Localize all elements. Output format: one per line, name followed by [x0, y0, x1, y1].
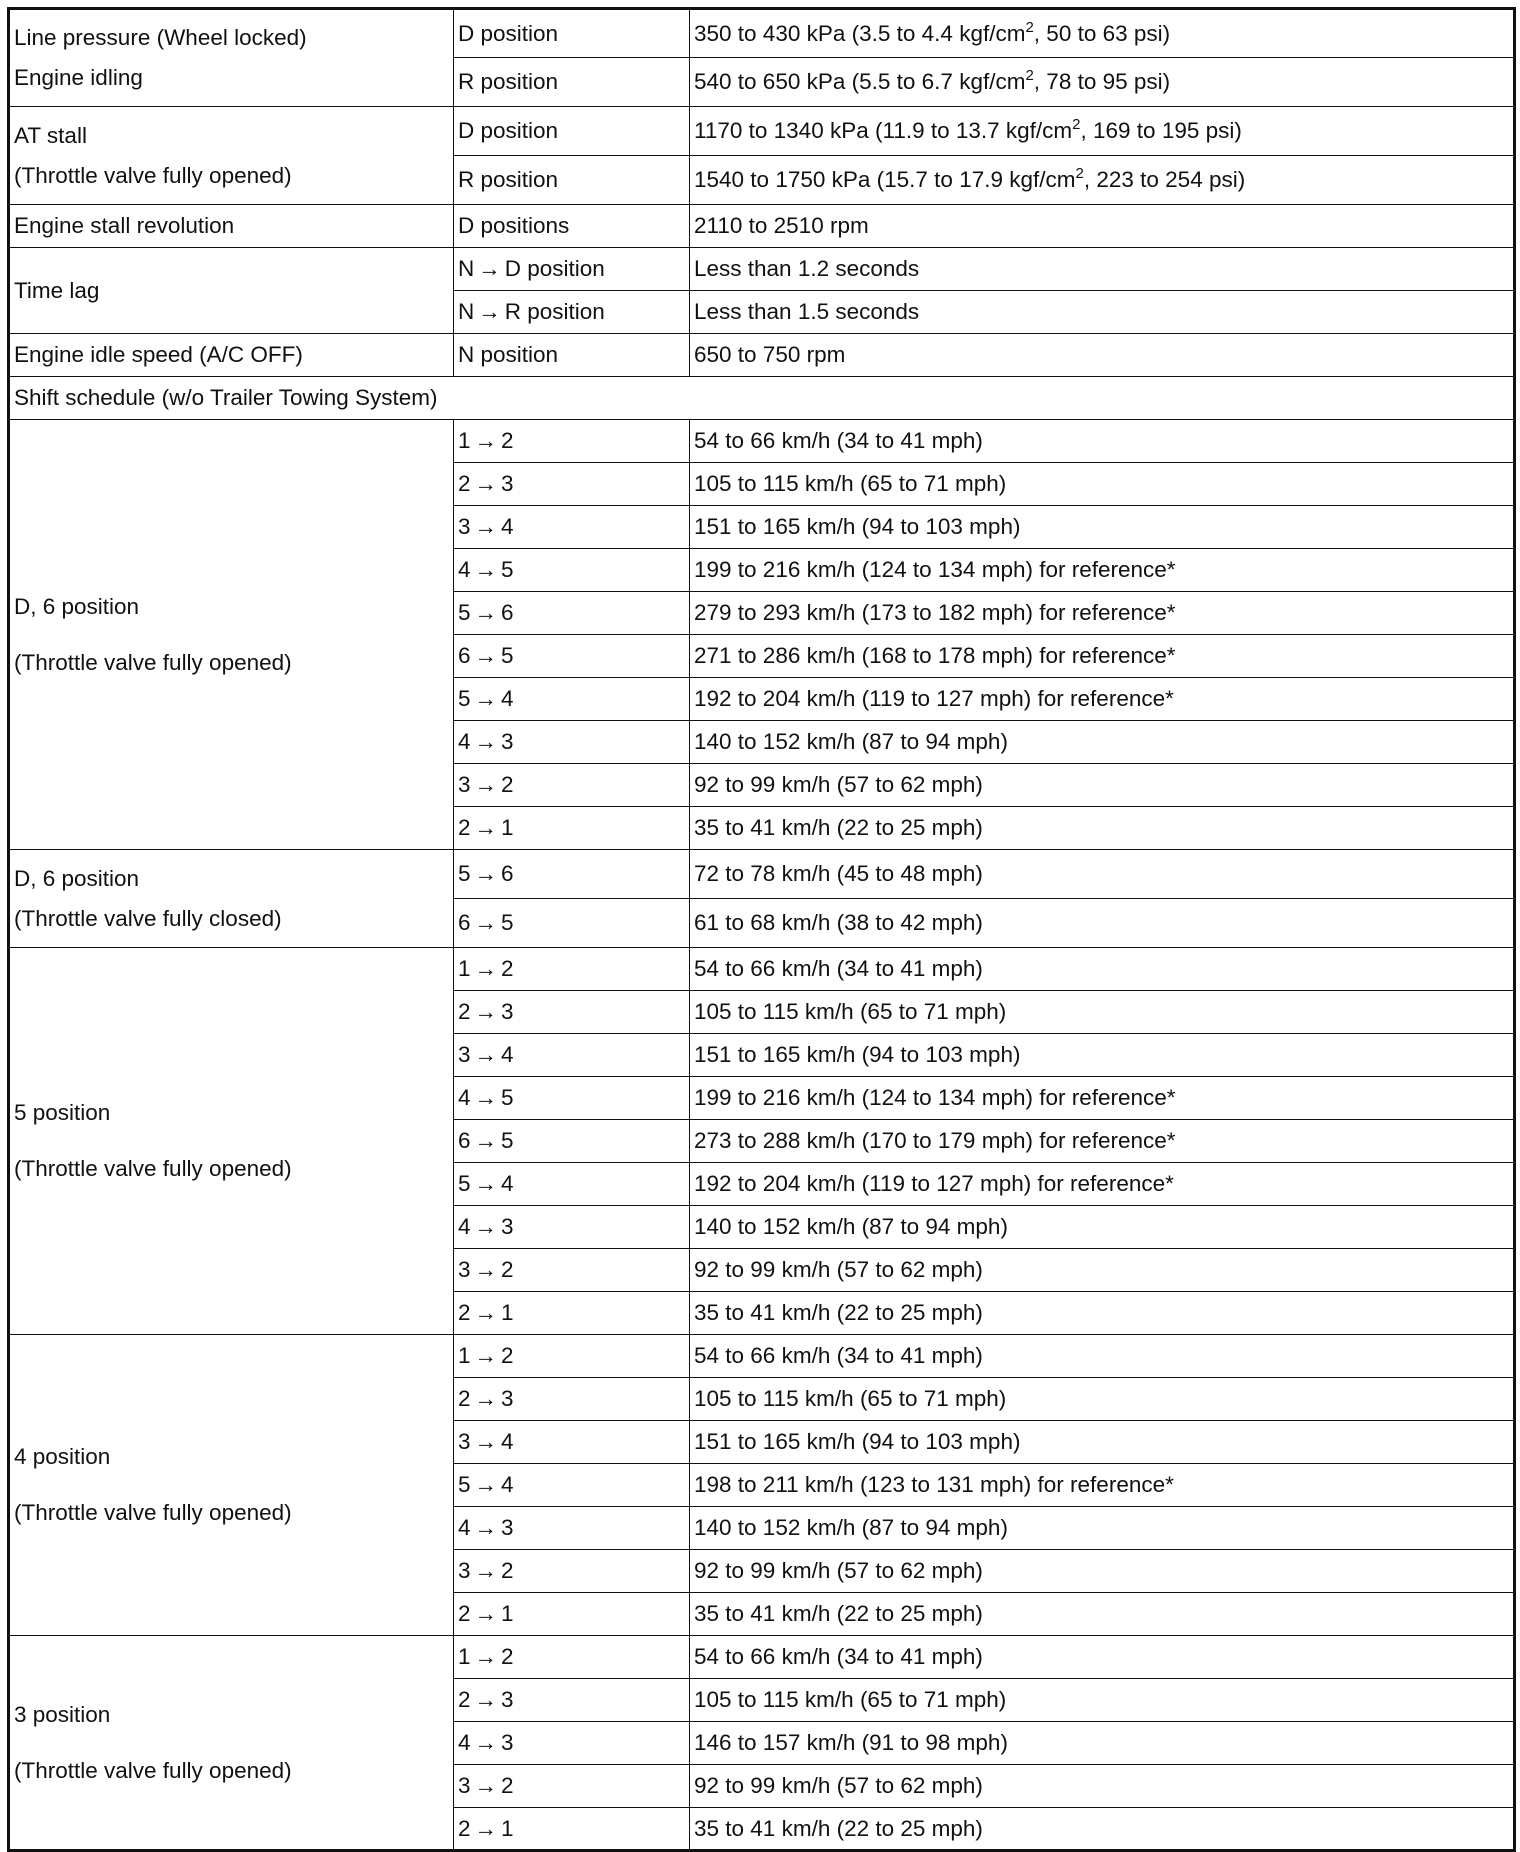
value-text: 540 to 650 kPa (5.5 to 6.7 kgf/cm [694, 69, 1026, 95]
value-text: 350 to 430 kPa (3.5 to 4.4 kgf/cm [694, 20, 1026, 46]
shift-group-label [9, 1636, 454, 1851]
specification-table-body [9, 9, 1515, 1851]
group-label: 3 position [14, 1701, 111, 1727]
arrow-right-icon: → [474, 729, 498, 755]
shift-from: 1 [458, 428, 471, 454]
shift-to: 3 [501, 1214, 514, 1240]
value-text: , 50 to 63 psi) [1033, 20, 1171, 46]
value-cell [690, 9, 1515, 58]
condition-cell [454, 248, 690, 291]
shift-from: 2 [458, 1687, 471, 1713]
speed-value: 92 to 99 km/h (57 to 62 mph) [690, 1249, 1515, 1292]
table-row [9, 420, 1515, 463]
arrow-right-icon: → [474, 1472, 498, 1498]
arrow-right-icon: → [474, 815, 498, 841]
shift-cell [454, 463, 690, 506]
speed-value: 72 to 78 km/h (45 to 48 mph) [690, 850, 1515, 899]
speed-value: 61 to 68 km/h (38 to 42 mph) [690, 899, 1515, 948]
shift-cell [454, 1464, 690, 1507]
shift-from: 2 [458, 1815, 471, 1841]
speed-value: 198 to 211 km/h (123 to 131 mph) for reference* [690, 1464, 1515, 1507]
value-cell: Less than 1.5 seconds [690, 291, 1515, 334]
shift-from: 3 [458, 1257, 471, 1283]
speed-value: 35 to 41 km/h (22 to 25 mph) [690, 1292, 1515, 1335]
shift-cell [454, 1206, 690, 1249]
shift-cell [454, 1335, 690, 1378]
shift-from: 4 [458, 729, 471, 755]
shift-to: 5 [501, 1085, 514, 1111]
shift-from: 3 [458, 1042, 471, 1068]
shift-from: 4 [458, 1730, 471, 1756]
group-sublabel: (Throttle valve fully opened) [14, 1757, 292, 1783]
item-time-lag: Time lag [9, 248, 454, 334]
shift-cell [454, 1679, 690, 1722]
shift-from: 5 [458, 1472, 471, 1498]
arrow-right-icon: → [474, 557, 498, 583]
arrow-right-icon: → [474, 1214, 498, 1240]
arrow-right-icon: → [474, 956, 498, 982]
speed-value: 105 to 115 km/h (65 to 71 mph) [690, 1679, 1515, 1722]
shift-from: 6 [458, 910, 471, 936]
group-sublabel: (Throttle valve fully opened) [14, 1156, 292, 1181]
speed-value: 92 to 99 km/h (57 to 62 mph) [690, 764, 1515, 807]
table-row [9, 1636, 1515, 1679]
shift-cell [454, 592, 690, 635]
shift-from: 2 [458, 471, 471, 497]
arrow-right-icon: → [474, 1601, 498, 1627]
shift-from: 1 [458, 1343, 471, 1369]
shift-cell [454, 1163, 690, 1206]
speed-value: 146 to 157 km/h (91 to 98 mph) [690, 1722, 1515, 1765]
item-sublabel: Engine idling [14, 65, 143, 90]
shift-cell [454, 678, 690, 721]
shift-to: 6 [501, 861, 514, 887]
shift-to: 2 [501, 1773, 514, 1799]
arrow-right-icon: → [474, 1300, 498, 1326]
shift-to: 5 [501, 1128, 514, 1154]
arrow-right-icon: → [474, 1085, 498, 1111]
shift-to: 6 [501, 600, 514, 626]
arrow-right-icon: → [474, 514, 498, 540]
condition-cell: R position [454, 58, 690, 107]
condition-cell: R position [454, 156, 690, 205]
shift-group-label [9, 1335, 454, 1636]
shift-cell [454, 850, 690, 899]
shift-to: 3 [501, 1515, 514, 1541]
shift-cell [454, 1034, 690, 1077]
item-label: AT stall [14, 122, 87, 148]
shift-to: 4 [501, 1429, 514, 1455]
speed-value: 192 to 204 km/h (119 to 127 mph) for reference* [690, 1163, 1515, 1206]
arrow-right-icon: → [474, 1687, 498, 1713]
speed-value: 151 to 165 km/h (94 to 103 mph) [690, 1034, 1515, 1077]
shift-cell [454, 1249, 690, 1292]
arrow-right-icon: → [474, 1386, 498, 1412]
table-row [9, 334, 1515, 377]
speed-value: 92 to 99 km/h (57 to 62 mph) [690, 1550, 1515, 1593]
shift-from: 5 [458, 1171, 471, 1197]
shift-to: 1 [501, 1815, 514, 1841]
shift-to: 4 [501, 1171, 514, 1197]
value-cell [690, 156, 1515, 205]
arrow-right-icon: → [474, 1042, 498, 1068]
arrow-right-icon: → [474, 772, 498, 798]
shift-cell [454, 1292, 690, 1335]
superscript: 2 [1025, 18, 1034, 36]
speed-value: 273 to 288 km/h (170 to 179 mph) for reference* [690, 1120, 1515, 1163]
group-label: D, 6 position [14, 593, 140, 619]
shift-to: D position [504, 256, 605, 282]
arrow-right-icon: → [474, 1515, 498, 1541]
shift-from: 2 [458, 815, 471, 841]
speed-value: 151 to 165 km/h (94 to 103 mph) [690, 1421, 1515, 1464]
shift-from: 6 [458, 1128, 471, 1154]
shift-cell [454, 991, 690, 1034]
shift-to: 2 [501, 1343, 514, 1369]
shift-from: 1 [458, 1644, 471, 1670]
value-text: 1540 to 1750 kPa (15.7 to 17.9 kgf/cm [694, 167, 1076, 193]
speed-value: 54 to 66 km/h (34 to 41 mph) [690, 948, 1515, 991]
shift-cell [454, 807, 690, 850]
condition-cell: N position [454, 334, 690, 377]
item-label: Line pressure (Wheel locked) [14, 25, 307, 51]
arrow-right-icon: → [474, 910, 498, 936]
shift-cell [454, 420, 690, 463]
arrow-right-icon: → [474, 1429, 498, 1455]
group-sublabel: (Throttle valve fully closed) [14, 905, 282, 931]
shift-from: 2 [458, 1601, 471, 1627]
shift-cell [454, 506, 690, 549]
group-sublabel: (Throttle valve fully opened) [14, 649, 292, 675]
shift-from: 3 [458, 772, 471, 798]
speed-value: 151 to 165 km/h (94 to 103 mph) [690, 506, 1515, 549]
shift-cell [454, 1593, 690, 1636]
shift-from: 6 [458, 643, 471, 669]
arrow-right-icon: → [474, 1730, 498, 1756]
speed-value: 35 to 41 km/h (22 to 25 mph) [690, 807, 1515, 850]
condition-cell: D position [454, 107, 690, 156]
shift-to: 5 [501, 557, 514, 583]
item-sublabel: (Throttle valve fully opened) [14, 162, 292, 188]
shift-from: N [458, 299, 475, 325]
arrow-right-icon: → [474, 600, 498, 626]
shift-to: 2 [501, 1558, 514, 1584]
shift-to: 2 [501, 428, 514, 454]
superscript: 2 [1025, 67, 1034, 85]
arrow-right-icon: → [474, 1773, 498, 1799]
group-label: 4 position [14, 1444, 111, 1470]
shift-to: 4 [501, 686, 514, 712]
item-at-stall [9, 107, 454, 205]
shift-from: 4 [458, 1515, 471, 1541]
shift-from: 3 [458, 1773, 471, 1799]
shift-from: 2 [458, 1386, 471, 1412]
condition-cell: D position [454, 9, 690, 58]
speed-value: 35 to 41 km/h (22 to 25 mph) [690, 1808, 1515, 1851]
table-row [9, 107, 1515, 156]
arrow-right-icon: → [474, 1815, 498, 1841]
speed-value: 140 to 152 km/h (87 to 94 mph) [690, 1507, 1515, 1550]
value-text: , 169 to 195 psi) [1080, 118, 1242, 144]
shift-cell [454, 948, 690, 991]
condition-cell: D positions [454, 205, 690, 248]
speed-value: 199 to 216 km/h (124 to 134 mph) for reference* [690, 1077, 1515, 1120]
speed-value: 140 to 152 km/h (87 to 94 mph) [690, 721, 1515, 764]
shift-to: 3 [501, 471, 514, 497]
speed-value: 35 to 41 km/h (22 to 25 mph) [690, 1593, 1515, 1636]
value-cell: 2110 to 2510 rpm [690, 205, 1515, 248]
speed-value: 54 to 66 km/h (34 to 41 mph) [690, 1636, 1515, 1679]
shift-cell [454, 1808, 690, 1851]
shift-cell [454, 1378, 690, 1421]
shift-group-label [9, 948, 454, 1335]
shift-cell [454, 721, 690, 764]
item-engine-idle: Engine idle speed (A/C OFF) [9, 334, 454, 377]
arrow-right-icon: → [474, 1644, 498, 1670]
table-row [9, 948, 1515, 991]
arrow-right-icon: → [478, 256, 501, 282]
speed-value: 105 to 115 km/h (65 to 71 mph) [690, 463, 1515, 506]
value-text: , 223 to 254 psi) [1083, 167, 1246, 193]
shift-from: 5 [458, 861, 471, 887]
shift-from: 4 [458, 1214, 471, 1240]
shift-to: 3 [501, 999, 514, 1025]
shift-to: 2 [501, 772, 514, 798]
table-row [9, 1335, 1515, 1378]
shift-cell [454, 1765, 690, 1808]
arrow-right-icon: → [474, 471, 498, 497]
shift-cell [454, 764, 690, 807]
arrow-right-icon: → [474, 1558, 498, 1584]
item-engine-stall: Engine stall revolution [9, 205, 454, 248]
shift-cell [454, 1077, 690, 1120]
arrow-right-icon: → [474, 1128, 498, 1154]
shift-from: 1 [458, 956, 471, 982]
arrow-right-icon: → [474, 643, 498, 669]
arrow-right-icon: → [478, 299, 501, 325]
value-cell [690, 58, 1515, 107]
shift-cell [454, 549, 690, 592]
shift-from: 2 [458, 999, 471, 1025]
shift-to: 3 [501, 1386, 514, 1412]
table-row [9, 9, 1515, 58]
shift-from: 3 [458, 514, 471, 540]
shift-to: R position [504, 299, 605, 325]
shift-to: 2 [501, 1644, 514, 1670]
speed-value: 54 to 66 km/h (34 to 41 mph) [690, 1335, 1515, 1378]
shift-from: 5 [458, 600, 471, 626]
shift-group-label [9, 850, 454, 948]
shift-cell [454, 899, 690, 948]
shift-from: 5 [458, 686, 471, 712]
shift-to: 3 [501, 1687, 514, 1713]
shift-to: 3 [501, 729, 514, 755]
speed-value: 271 to 286 km/h (168 to 178 mph) for reference* [690, 635, 1515, 678]
arrow-right-icon: → [474, 999, 498, 1025]
table-row [9, 850, 1515, 899]
shift-cell [454, 1120, 690, 1163]
shift-from: 4 [458, 1085, 471, 1111]
shift-from: 3 [458, 1558, 471, 1584]
table-row [9, 248, 1515, 291]
section-header: Shift schedule (w/o Trailer Towing System) [9, 377, 1515, 420]
group-label: 5 position [14, 1100, 111, 1126]
speed-value: 192 to 204 km/h (119 to 127 mph) for reference* [690, 678, 1515, 721]
shift-to: 4 [501, 1472, 514, 1498]
shift-cell [454, 1722, 690, 1765]
arrow-right-icon: → [474, 428, 498, 454]
value-cell: 650 to 750 rpm [690, 334, 1515, 377]
shift-cell [454, 1550, 690, 1593]
shift-group-label [9, 420, 454, 850]
shift-to: 2 [501, 956, 514, 982]
shift-from: 2 [458, 1300, 471, 1326]
item-line-pressure [9, 9, 454, 107]
value-text: , 78 to 95 psi) [1033, 69, 1171, 95]
arrow-right-icon: → [474, 1257, 498, 1283]
table-row [9, 377, 1515, 420]
shift-to: 5 [501, 643, 514, 669]
arrow-right-icon: → [474, 861, 498, 887]
shift-to: 2 [501, 1257, 514, 1283]
condition-cell [454, 291, 690, 334]
value-cell: Less than 1.2 seconds [690, 248, 1515, 291]
shift-to: 3 [501, 1730, 514, 1756]
value-text: 1170 to 1340 kPa (11.9 to 13.7 kgf/cm [694, 118, 1073, 144]
group-label: D, 6 position [14, 865, 140, 891]
shift-from: 4 [458, 557, 471, 583]
shift-from: 3 [458, 1429, 471, 1455]
speed-value: 92 to 99 km/h (57 to 62 mph) [690, 1765, 1515, 1808]
shift-cell [454, 1421, 690, 1464]
shift-cell [454, 1636, 690, 1679]
shift-to: 1 [501, 1300, 514, 1326]
shift-cell [454, 635, 690, 678]
arrow-right-icon: → [474, 686, 498, 712]
speed-value: 279 to 293 km/h (173 to 182 mph) for reference* [690, 592, 1515, 635]
shift-from: N [458, 256, 475, 282]
specification-table [7, 7, 1516, 1852]
speed-value: 140 to 152 km/h (87 to 94 mph) [690, 1206, 1515, 1249]
shift-to: 1 [501, 815, 514, 841]
superscript: 2 [1072, 116, 1081, 134]
shift-to: 1 [501, 1601, 514, 1627]
shift-to: 4 [501, 1042, 514, 1068]
arrow-right-icon: → [474, 1171, 498, 1197]
value-cell [690, 107, 1515, 156]
superscript: 2 [1075, 165, 1084, 183]
shift-to: 4 [501, 514, 514, 540]
arrow-right-icon: → [474, 1343, 498, 1369]
speed-value: 199 to 216 km/h (124 to 134 mph) for reference* [690, 549, 1515, 592]
shift-to: 5 [501, 910, 514, 936]
table-row [9, 205, 1515, 248]
speed-value: 105 to 115 km/h (65 to 71 mph) [690, 1378, 1515, 1421]
group-sublabel: (Throttle valve fully opened) [14, 1500, 292, 1525]
speed-value: 54 to 66 km/h (34 to 41 mph) [690, 420, 1515, 463]
shift-cell [454, 1507, 690, 1550]
speed-value: 105 to 115 km/h (65 to 71 mph) [690, 991, 1515, 1034]
